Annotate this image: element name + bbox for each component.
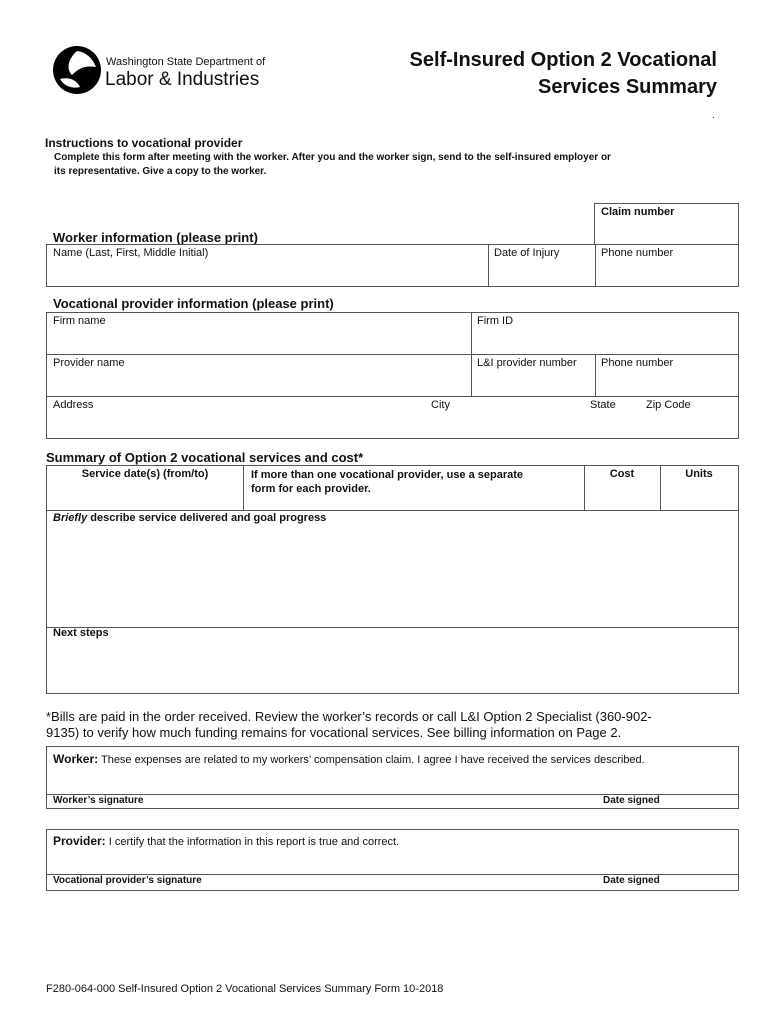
instructions-line2: its representative. Give a copy to the worker.: [54, 166, 267, 177]
zip-code-label: Zip Code: [646, 399, 691, 411]
provider-info-heading: Vocational provider information (please print): [53, 296, 334, 311]
provider-cert-label: Provider:: [53, 834, 106, 848]
service-description-field[interactable]: [47, 510, 738, 626]
provider-cert-statement: I certify that the information in this report is true and correct.: [105, 836, 400, 848]
worker-date-signed-label: Date signed: [603, 795, 660, 806]
state-field[interactable]: [585, 397, 640, 438]
logo-text-line2: Labor & Industries: [105, 69, 260, 90]
service-description-label: [53, 512, 326, 524]
units-header: Units: [685, 468, 713, 480]
firm-name-label: Firm name: [53, 315, 106, 327]
worker-name-field[interactable]: [47, 245, 487, 286]
billing-note: [46, 709, 652, 741]
logo-emblem-icon: [52, 45, 102, 95]
zip-code-field[interactable]: [641, 397, 738, 438]
address-field[interactable]: [47, 397, 423, 438]
separate-form-note: [251, 468, 581, 496]
date-of-injury-label: Date of Injury: [494, 247, 560, 259]
instructions-heading: Instructions to vocational provider: [45, 136, 243, 150]
summary-heading: Summary of Option 2 vocational services and cost*: [46, 450, 364, 465]
separate-form-note-line2: form for each provider.: [251, 483, 371, 495]
next-steps-label: Next steps: [53, 627, 109, 639]
title-dot: .: [712, 110, 715, 121]
li-provider-number-label: L&I provider number: [477, 357, 577, 369]
li-provider-number-field[interactable]: [471, 355, 594, 396]
provider-name-label: Provider name: [53, 357, 125, 369]
firm-name-field[interactable]: [47, 313, 470, 354]
separate-form-note-line1: If more than one vocational provider, use a separate: [251, 469, 524, 481]
provider-phone-field[interactable]: [595, 355, 738, 396]
worker-cert-statement: These expenses are related to my workers’ compensation claim. I agree I have received the services described.: [98, 754, 645, 766]
worker-name-label: Name (Last, First, Middle Initial): [53, 247, 209, 259]
cost-header: Cost: [609, 468, 635, 480]
form-footer-id: F280-064-000 Self-Insured Option 2 Vocational Services Summary Form 10-2018: [46, 983, 444, 995]
firm-id-field[interactable]: [471, 313, 738, 354]
firm-id-label: Firm ID: [477, 315, 514, 327]
provider-date-signed-label: Date signed: [603, 875, 660, 886]
worker-info-heading: Worker information (please print): [53, 230, 258, 245]
address-label: Address: [53, 399, 94, 411]
provider-phone-label: Phone number: [601, 357, 674, 369]
billing-note-line2: 9135) to verify how much funding remains for vocational services. See billing information on Page 2.: [46, 725, 622, 740]
worker-cert-label: Worker:: [53, 752, 99, 766]
agency-logo: [52, 45, 102, 95]
form-title-line1: Self-Insured Option 2 Vocational: [409, 49, 717, 71]
worker-phone-field[interactable]: [595, 245, 738, 286]
billing-note-line1: *Bills are paid in the order received. Review the worker’s records or call L&I Option 2 Specialist (360-902-: [46, 709, 652, 724]
provider-certification-text: [53, 834, 399, 848]
provider-name-field[interactable]: [47, 355, 470, 396]
worker-date-signed-field[interactable]: [598, 794, 738, 808]
briefly-word: Briefly: [53, 512, 88, 524]
date-of-injury-field[interactable]: [488, 245, 594, 286]
city-label: City: [431, 399, 450, 411]
describe-rest: describe service delivered and goal progress: [87, 512, 327, 524]
logo-text-line1: Washington State Department of: [106, 56, 266, 68]
city-field[interactable]: [424, 397, 584, 438]
provider-signature-label: Vocational provider’s signature: [53, 875, 202, 886]
claim-number-field[interactable]: [594, 203, 739, 245]
worker-certification-text: [53, 752, 645, 766]
instructions-line1: Complete this form after meeting with the worker. After you and the worker sign, send to the self-insured employer or: [54, 152, 611, 163]
next-steps-field[interactable]: [47, 627, 738, 693]
worker-phone-label: Phone number: [601, 247, 674, 259]
service-dates-header: Service date(s) (from/to): [81, 468, 209, 480]
worker-signature-label: Worker’s signature: [53, 795, 144, 806]
provider-signature-field[interactable]: [47, 874, 597, 888]
worker-signature-field[interactable]: [47, 794, 597, 808]
state-label: State: [590, 399, 616, 411]
provider-date-signed-field[interactable]: [598, 874, 738, 888]
claim-number-label: Claim number: [601, 206, 675, 218]
form-title-line2: Services Summary: [537, 76, 717, 98]
